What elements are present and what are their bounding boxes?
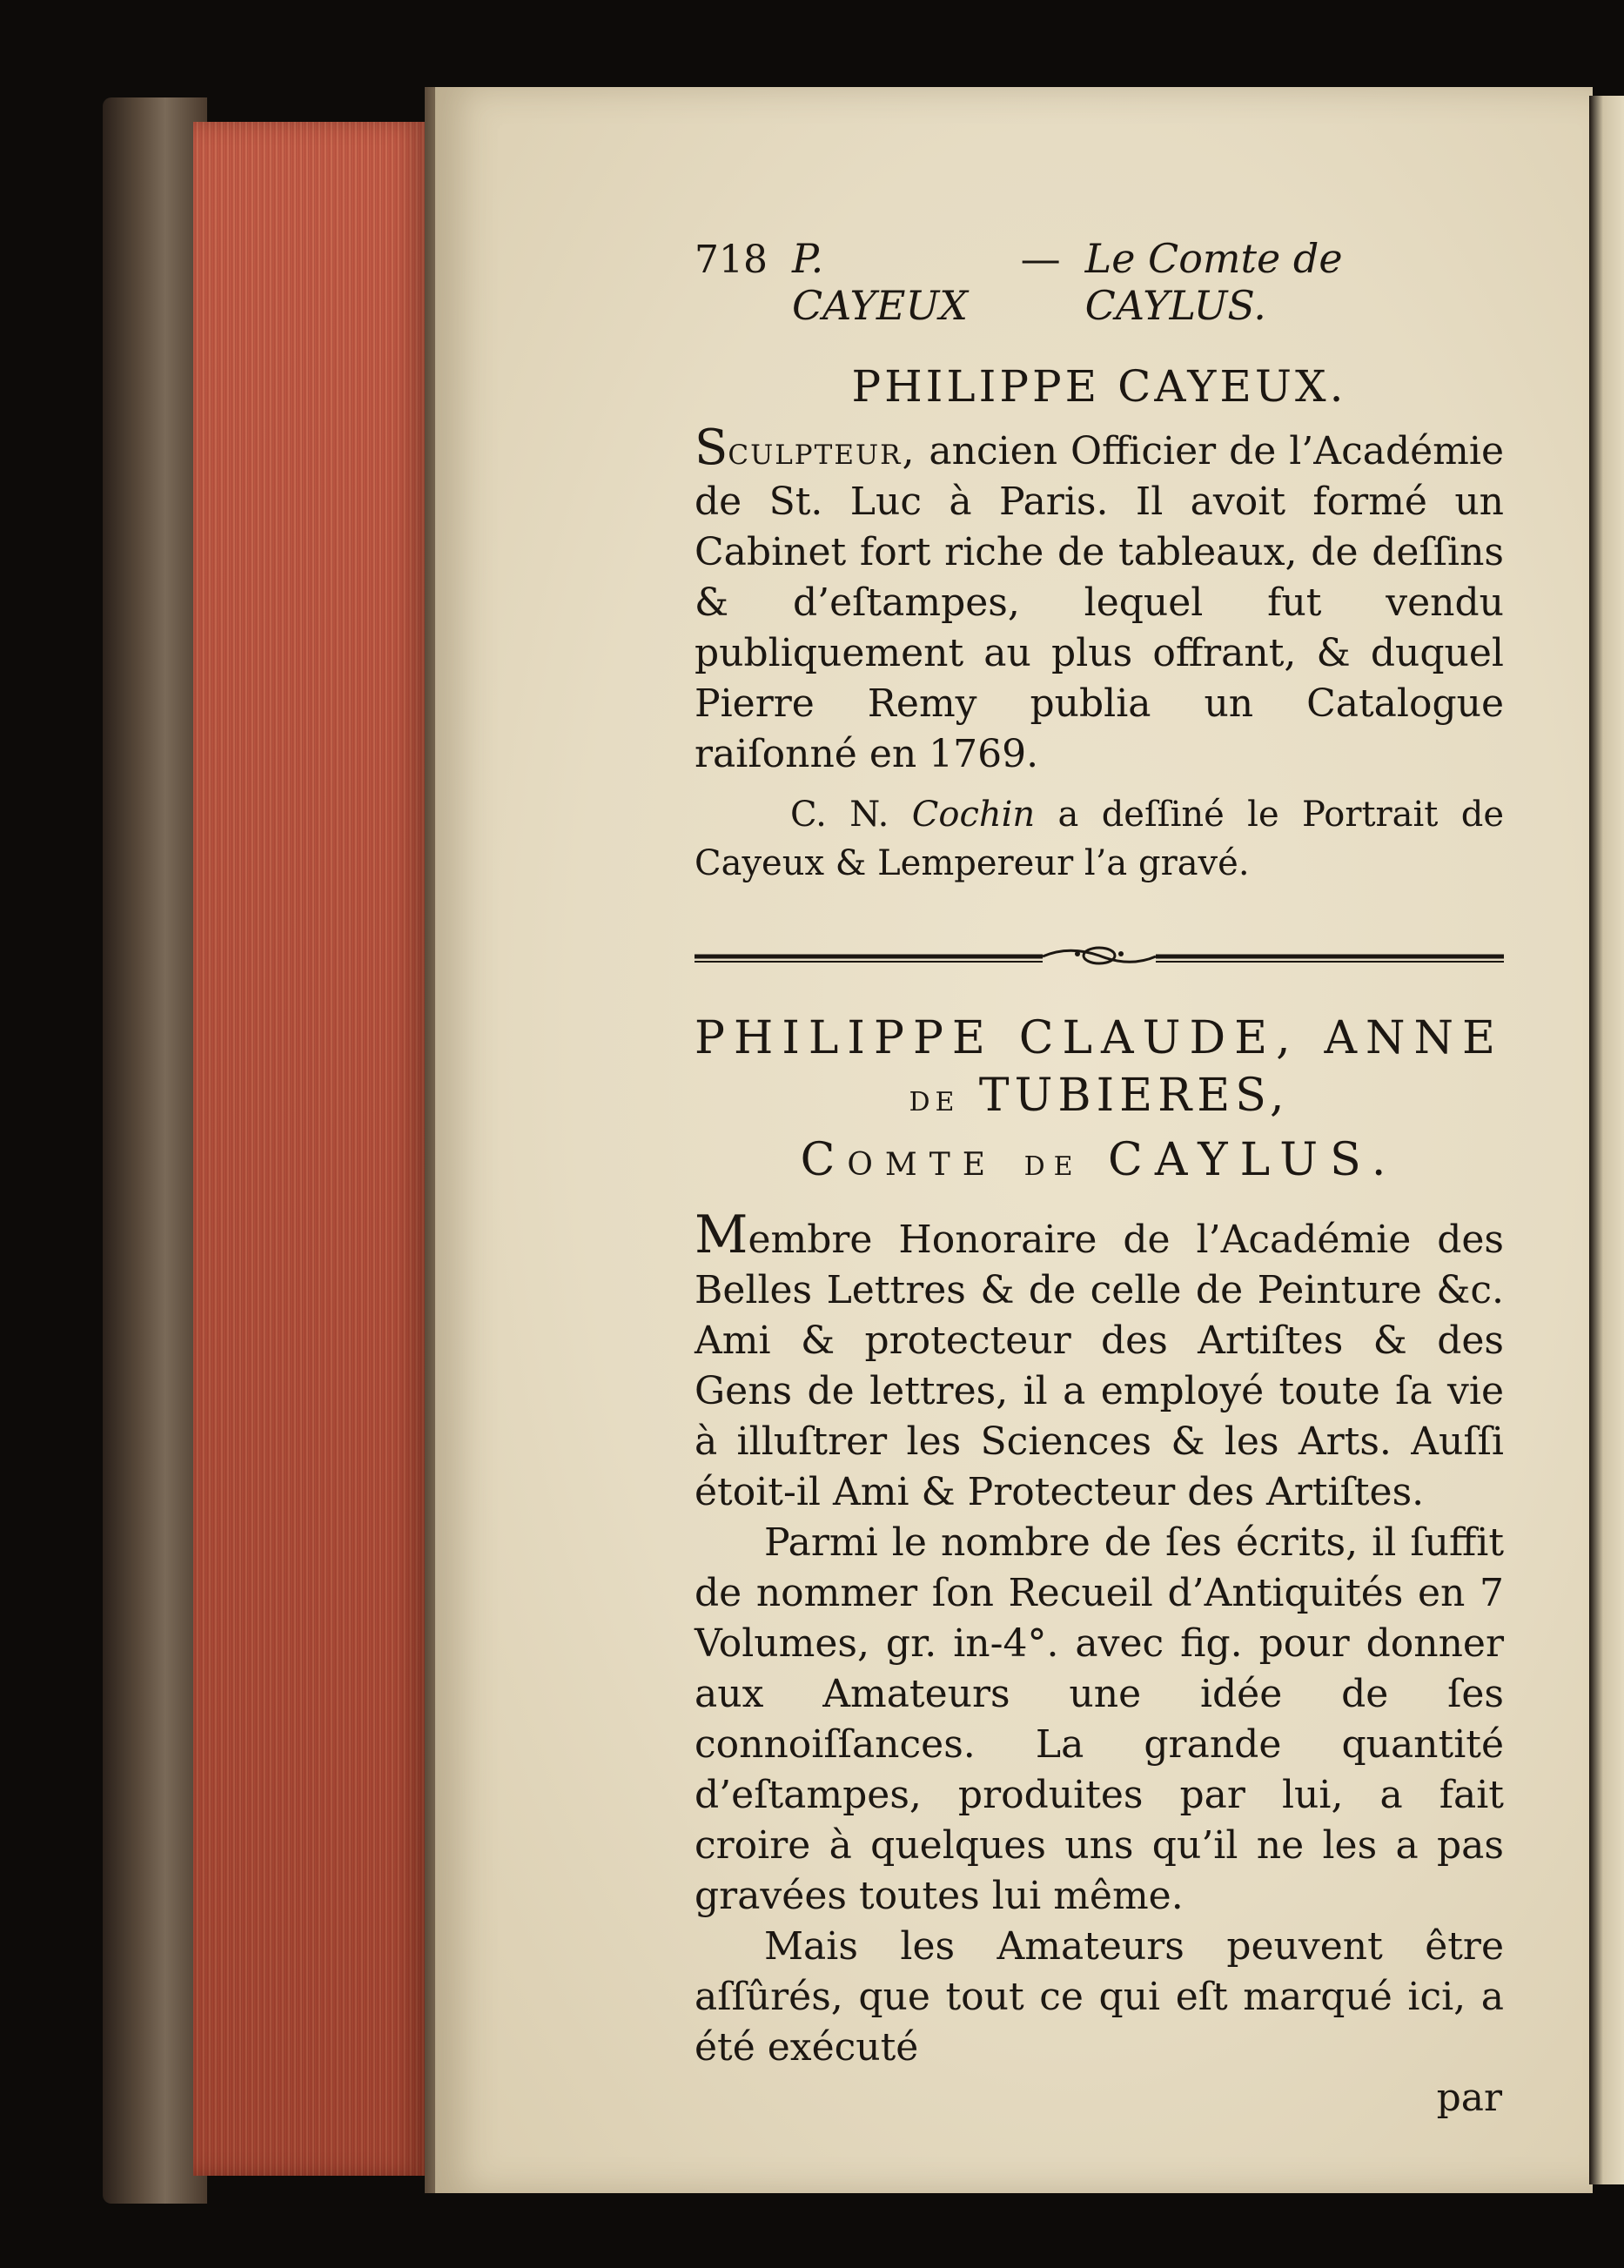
running-head-dash: —: [1020, 235, 1061, 282]
p1-text: embre Honoraire de l’Académie des Belles Lettres & de celle de Peinture &c. Ami & protecteur des Artiſtes & des Gens de lettres, il a employé toute ſa vie à illuſtrer les Sciences & les Arts. Auſſi étoit-il Ami & Protecteur des Artiſtes.: [695, 1218, 1504, 1514]
body-text: ancien Officier de l’Académie de St. Luc à Paris. Il avoit formé un Cabinet fort riche de tableaux, de deſſins & d’eſtampes, lequel fut vendu publiquement au plus offrant, & duquel Pierre Remy publia un Catalogue raiſonné en 1769.: [695, 429, 1504, 776]
facing-page-edge: [1589, 96, 1624, 2184]
first-word: culpteur,: [728, 429, 916, 473]
title-line-3: [695, 1131, 1504, 1196]
running-head-left: P. CAYEUX: [791, 235, 968, 329]
red-page-edges: [193, 122, 428, 2176]
page-number: 718: [695, 238, 768, 282]
note-initials: C. N.: [790, 795, 912, 835]
title-line-1: PHILIPPE CLAUDE, ANNE: [695, 1012, 1504, 1064]
title-line-2: [695, 1067, 1504, 1131]
portrait-note: [695, 790, 1504, 888]
title-de: DE: [909, 1087, 960, 1117]
title-de-2: DE: [1023, 1151, 1082, 1182]
entry-body-p1: [695, 1204, 1504, 1518]
running-head: [695, 235, 1504, 329]
book-cover-edge: [103, 97, 207, 2204]
initial-capital-m: M: [695, 1204, 748, 1265]
running-head-right: Le Comte de CAYLUS.: [1084, 235, 1343, 329]
entry-body-p3: Mais les Amateurs peuvent être aſſûrés, que tout ce qui eſt marqué ici, a été exécuté: [695, 1924, 1504, 2070]
catchword: par: [1436, 2076, 1502, 2120]
printer-ornament-rule: [695, 943, 1504, 970]
title-comte: Comte: [800, 1134, 998, 1186]
entry-title-caylus: [695, 1010, 1504, 1196]
title-caylus: CAYLUS.: [1108, 1134, 1399, 1186]
note-text: a deſſiné le Portrait de Cayeux & Lempereur l’a gravé.: [695, 795, 1504, 883]
entry-body-cayeux: [695, 419, 1504, 780]
entry-body-p2: Parmi le nombre de ſes écrits, il ſuffit de nommer ſon Recueil d’Antiquités en 7 Volumes, gr. in-4°. avec fig. pour donner aux Amateurs une idée de ſes connoiſſances. La grande quantité d’eſtampes, produites par lui, a fait croire à quelques uns qu’il ne les a pas gravées toutes lui même.: [695, 1520, 1504, 1918]
note-artist-name: Cochin: [911, 795, 1036, 835]
initial-capital: S: [695, 419, 728, 476]
entry-title-cayeux: PHILIPPE CAYEUX.: [851, 361, 1347, 412]
title-tubieres: TUBIERES,: [978, 1070, 1290, 1122]
text-column: [695, 235, 1504, 2124]
